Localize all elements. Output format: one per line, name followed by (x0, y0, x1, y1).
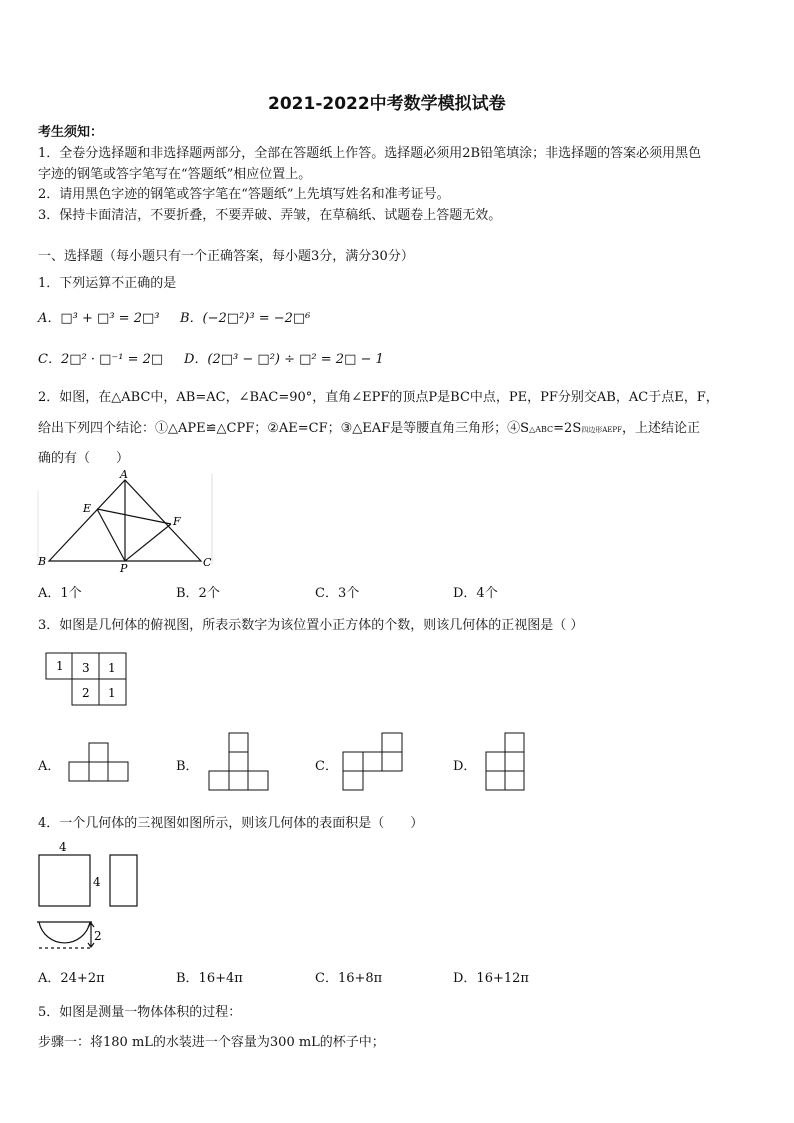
notice-line-1b: 字迹的钢笔或答字笔写在“答题纸”相应位置上。 (38, 167, 312, 182)
q1-option-c: C．2□² · □⁻¹ = 2□ (38, 352, 164, 367)
q2-label-e: E (83, 502, 92, 515)
q4-dim-side: 4 (93, 875, 101, 889)
section-heading: 一、选择题（每小题只有一个正确答案，每小题3分，满分30分） (38, 249, 414, 264)
q2-label-c: C (203, 556, 212, 569)
q1-option-b: B．(−2□²)³ = −2□⁶ (180, 311, 311, 326)
q2-option-b: B．2个 (176, 586, 220, 601)
q2-sub-abc: △ABC (529, 425, 554, 434)
q4-option-c: C．16+8π (315, 971, 383, 986)
q1-option-a: A．□³ + □³ = 2□³ (38, 311, 160, 326)
q1-option-d: D．(2□³ − □²) ÷ □² = 2□ − 1 (184, 352, 384, 367)
q3-option-a-figure (68, 742, 130, 782)
notice-line-2: 2．请用黑色字迹的钢笔或答字笔在“答题纸”上先填写姓名和准考证号。 (38, 187, 450, 202)
q3-grid-cell-1: 1 (56, 659, 64, 673)
q3-option-d-figure (485, 732, 527, 792)
q4-dim-top: 4 (59, 840, 67, 854)
q2-option-d: D．4个 (453, 586, 498, 601)
q2-stem-line-3: 确的有（ ） (38, 451, 130, 466)
q2-stem-line-2 (38, 417, 700, 436)
page-title: 2021-2022中考数学模拟试卷 (268, 94, 506, 114)
q3-option-a: A． (38, 759, 61, 774)
q5-stem: 5．如图是测量一物体体积的过程： (38, 1005, 242, 1020)
q2-stem-line-2b: =2S (553, 421, 582, 436)
q3-option-c-figure (342, 732, 404, 792)
q2-label-a: A (120, 468, 128, 481)
q2-label-p: P (120, 562, 128, 575)
q4-option-b: B．16+4π (176, 971, 243, 986)
q4-three-views-figure (34, 838, 144, 958)
notice-line-3: 3．保持卡面清洁，不要折叠，不要弄破、弄皱，在草稿纸、试题卷上答题无效。 (38, 208, 502, 223)
q2-label-f: F (173, 515, 181, 528)
q2-stem-line-2c: ，上述结论正 (621, 421, 700, 436)
q4-option-a: A．24+2π (38, 971, 105, 986)
q2-stem-line-1: 2．如图，在△ABC中，AB=AC，∠BAC=90°，直角∠EPF的顶点P是BC中点，PE，PF分别交AB，AC于点E，F， (38, 390, 719, 405)
q3-option-c: C． (315, 759, 338, 774)
q2-option-a: A．1个 (38, 586, 82, 601)
notice-line-1a: 1．全卷分选择题和非选择题两部分，全部在答题纸上作答。选择题必须用2B铅笔填涂；非选择题的答案必须用黑色 (38, 146, 702, 161)
q3-option-b-figure (208, 732, 270, 792)
q3-option-d: D． (453, 759, 477, 774)
q2-sub-aepf: 四边形AEPF (581, 426, 622, 434)
q3-grid-cell-5: 1 (108, 686, 116, 700)
q3-top-view-grid (45, 652, 129, 708)
q2-option-c: C．3个 (315, 586, 360, 601)
q5-step-1: 步骤一：将180 mL的水装进一个容量为300 mL的杯子中； (38, 1035, 385, 1050)
q2-stem-line-2a: 给出下列四个结论：①△APE≌△CPF；②AE=CF；③△EAF是等腰直角三角形；④S (38, 421, 530, 436)
q3-grid-cell-3: 1 (108, 661, 116, 675)
q4-option-d: D．16+12π (453, 971, 529, 986)
q2-label-b: B (38, 555, 47, 568)
q1-stem: 1．下列运算不正确的是 (38, 276, 177, 291)
q4-dim-arc: 2 (94, 929, 102, 943)
q2-triangle-figure (34, 468, 224, 580)
notice-heading: 考生须知： (38, 125, 104, 140)
q3-option-b: B． (176, 759, 199, 774)
q3-stem: 3．如图是几何体的俯视图，所表示数字为该位置小正方体的个数，则该几何体的正视图是（ ） (38, 618, 584, 633)
q3-grid-cell-4: 2 (82, 686, 90, 700)
q3-grid-cell-2: 3 (82, 661, 90, 675)
q4-stem: 4．一个几何体的三视图如图所示，则该几何体的表面积是（ ） (38, 816, 424, 831)
